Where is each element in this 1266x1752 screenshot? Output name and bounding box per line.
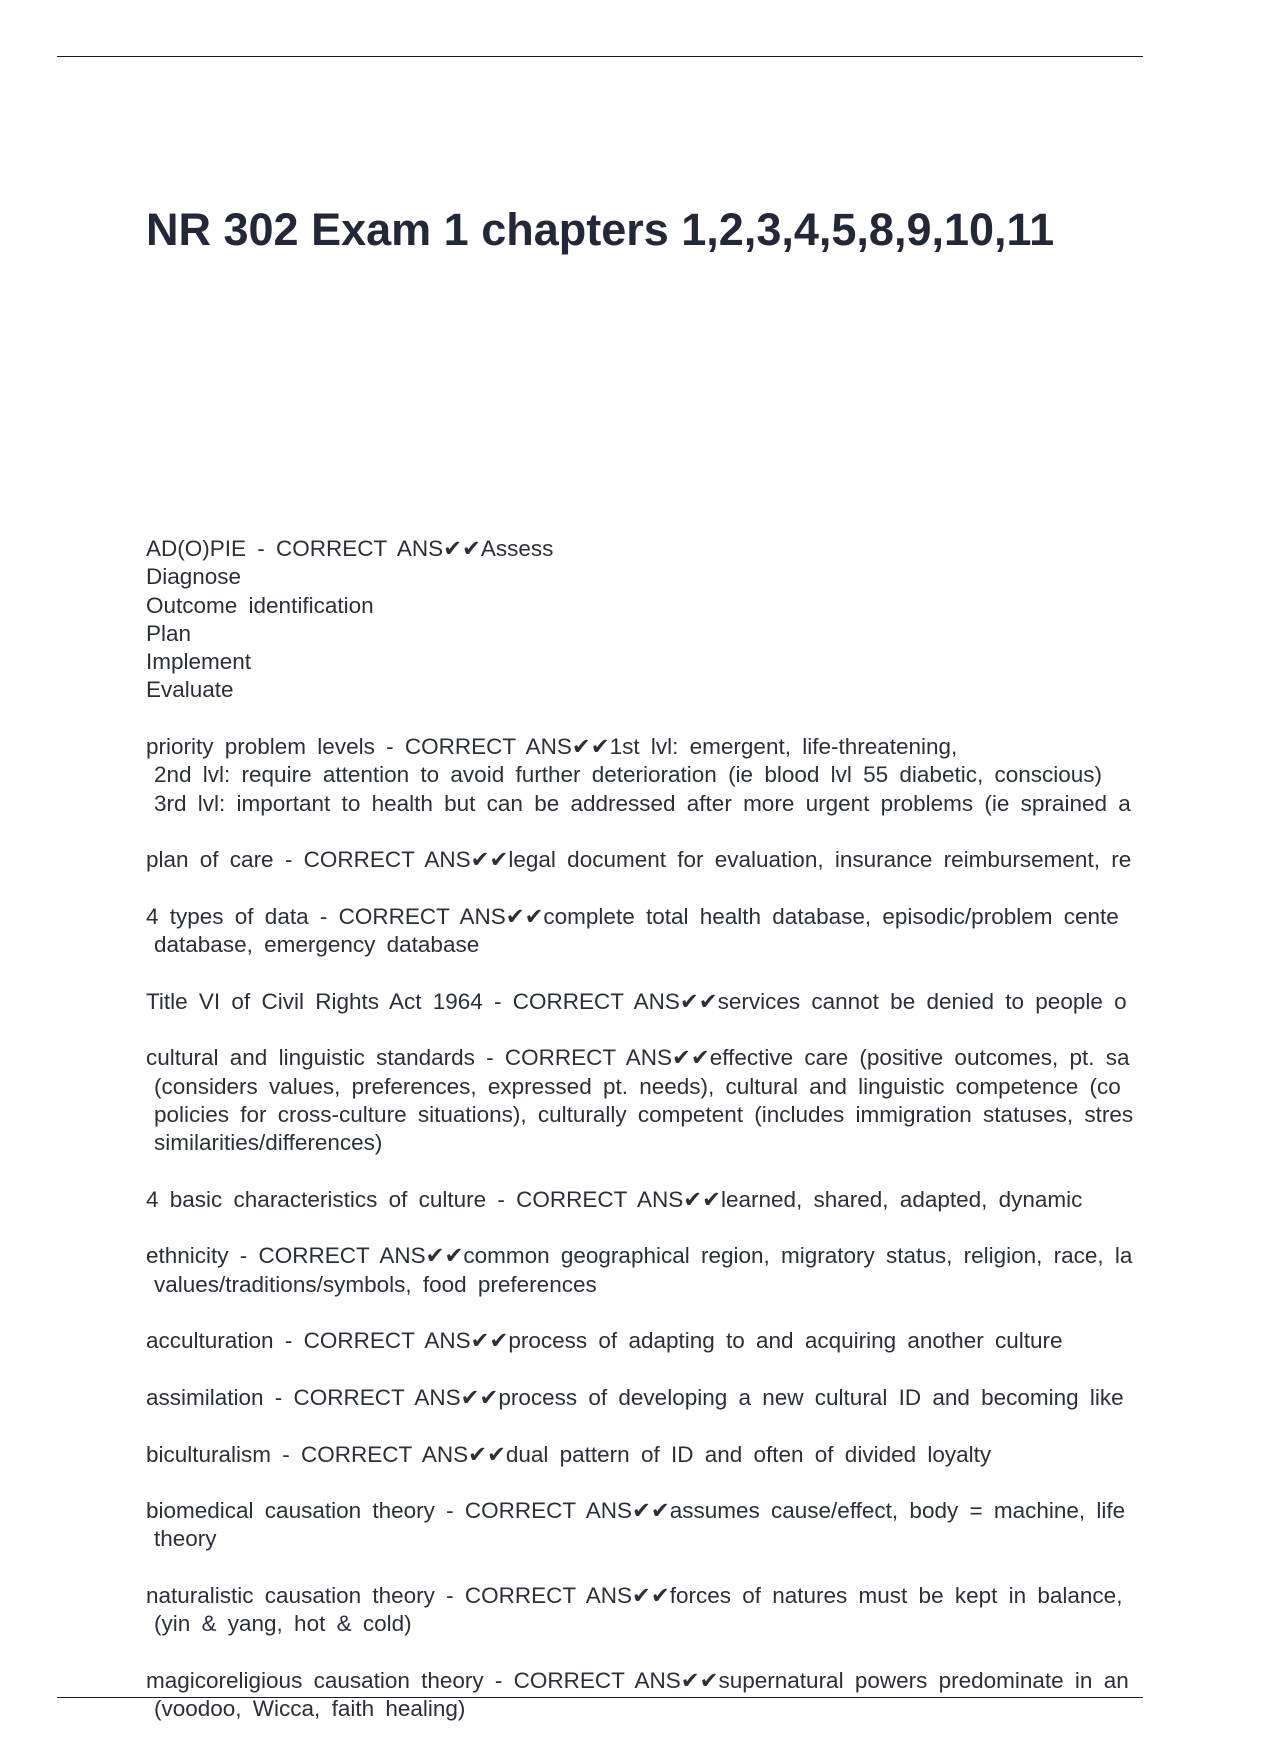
entry-text-line: theory bbox=[154, 1526, 217, 1552]
entry-text-line: Diagnose bbox=[146, 564, 242, 590]
flashcard-entry bbox=[146, 1327, 1266, 1355]
entry-text-line: 2nd lvl: require attention to avoid further deterioration (ie blood lvl 55 diabetic, conscious) bbox=[154, 762, 1103, 788]
flashcard-entry bbox=[146, 1497, 1266, 1554]
entry-text-line: acculturation - CORRECT ANS✔✔process of adapting to and acquiring another culture bbox=[146, 1328, 1063, 1354]
flashcard-entry bbox=[146, 1242, 1266, 1299]
flashcard-entry bbox=[146, 1582, 1266, 1639]
entry-text-line: magicoreligious causation theory - CORRECT ANS✔✔supernatural powers predominate in an bbox=[146, 1667, 1129, 1693]
header-rule bbox=[57, 56, 1143, 57]
entry-text-line: plan of care - CORRECT ANS✔✔legal document for evaluation, insurance reimbursement, re bbox=[146, 847, 1132, 873]
flashcard-entry bbox=[146, 535, 1266, 705]
entry-text-line: 4 types of data - CORRECT ANS✔✔complete total health database, episodic/problem cente bbox=[146, 903, 1119, 929]
flashcard-list bbox=[146, 535, 1266, 1752]
entry-text-line: Evaluate bbox=[146, 677, 234, 703]
entry-text-line: (yin & yang, hot & cold) bbox=[154, 1611, 412, 1637]
entry-text-line: biomedical causation theory - CORRECT ANS✔✔assumes cause/effect, body = machine, life bbox=[146, 1498, 1126, 1524]
entry-text-line: naturalistic causation theory - CORRECT ANS✔✔forces of natures must be kept in balance, bbox=[146, 1582, 1123, 1608]
entry-text-line: Implement bbox=[146, 649, 252, 675]
entry-text-line: database, emergency database bbox=[154, 932, 480, 958]
entry-text-line: ethnicity - CORRECT ANS✔✔common geographical region, migratory status, religion, race, la bbox=[146, 1243, 1133, 1269]
entry-text-line: cultural and linguistic standards - CORRECT ANS✔✔effective care (positive outcomes, pt. sa bbox=[146, 1045, 1130, 1071]
entry-text-line: Outcome identification bbox=[146, 592, 374, 618]
entry-text-line: AD(O)PIE - CORRECT ANS✔✔Assess bbox=[146, 536, 554, 561]
flashcard-entry bbox=[146, 1441, 1266, 1469]
entry-text-line: 3rd lvl: important to health but can be addressed after more urgent problems (ie sprained a bbox=[154, 790, 1131, 816]
flashcard-entry bbox=[146, 903, 1266, 960]
entry-text-line: Plan bbox=[146, 620, 192, 646]
entry-text-line: assimilation - CORRECT ANS✔✔process of developing a new cultural ID and becoming like bbox=[146, 1384, 1124, 1410]
entry-text-line: similarities/differences) bbox=[154, 1130, 383, 1156]
entry-text-line: 4 basic characteristics of culture - CORRECT ANS✔✔learned, shared, adapted, dynamic bbox=[146, 1186, 1083, 1212]
entry-text-line: values/traditions/symbols, food preferences bbox=[154, 1271, 597, 1297]
flashcard-entry bbox=[146, 1384, 1266, 1412]
entry-text-line: (voodoo, Wicca, faith healing) bbox=[154, 1696, 466, 1722]
flashcard-entry bbox=[146, 733, 1266, 818]
entry-text-line: biculturalism - CORRECT ANS✔✔dual pattern of ID and often of divided loyalty bbox=[146, 1441, 992, 1467]
document-title: NR 302 Exam 1 chapters 1,2,3,4,5,8,9,10,11 bbox=[146, 204, 1055, 255]
flashcard-entry bbox=[146, 1044, 1266, 1157]
flashcard-entry bbox=[146, 1186, 1266, 1214]
flashcard-entry bbox=[146, 988, 1266, 1016]
entry-text-line: priority problem levels - CORRECT ANS✔✔1st lvl: emergent, life-threatening, bbox=[146, 734, 958, 760]
flashcard-entry bbox=[146, 846, 1266, 874]
footer-rule bbox=[57, 1697, 1143, 1698]
flashcard-entry bbox=[146, 1667, 1266, 1724]
entry-text-line: policies for cross-culture situations), culturally competent (includes immigration statuses, stres bbox=[154, 1101, 1134, 1127]
entry-text-line: (considers values, preferences, expressed pt. needs), cultural and linguistic competence (co bbox=[154, 1073, 1121, 1099]
entry-text-line: Title VI of Civil Rights Act 1964 - CORRECT ANS✔✔services cannot be denied to people o bbox=[146, 988, 1127, 1014]
